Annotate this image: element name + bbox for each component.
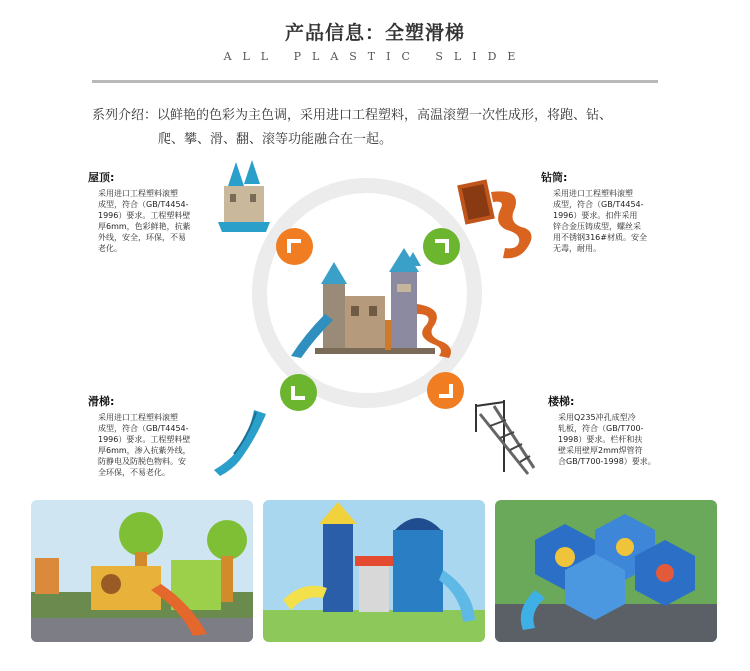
text-line: 壁采用壁厚2mm焊管符: [558, 446, 643, 455]
text-line: 厚6mm，色彩鲜艳，抗紫: [98, 222, 191, 231]
playground-photo-3: [495, 500, 717, 642]
intro-line-2: 爬、攀、滑、翻、滚等功能融合在一起。: [158, 132, 393, 147]
feature-stairs-text: [548, 412, 666, 467]
corner-arrow-icon: [276, 228, 313, 265]
text-line: 防静电及防脱色物料。安: [98, 457, 186, 466]
product-photo-2: [263, 500, 485, 642]
text-line: 合GB/T700-1998）要求。: [558, 457, 656, 466]
text-line: 采用进口工程塑料滚塑: [98, 413, 178, 422]
text-line: 1996）要求。工程塑料壁: [98, 435, 191, 444]
text-line: 1996）要求。扣件采用: [553, 211, 638, 220]
corner-arrow-icon: [280, 374, 317, 411]
page-title: 产品信息：全塑滑梯: [284, 22, 465, 44]
text-line: 成型，符合（GB/T4454-: [553, 200, 644, 209]
orange-arrow-badge: [276, 228, 313, 265]
green-arrow-badge: [280, 374, 317, 411]
feature-slide: [88, 393, 206, 478]
text-line: 成型，符合（GB/T4454-: [98, 200, 189, 209]
feature-slide-text: [88, 412, 206, 478]
feature-roof: [88, 169, 206, 254]
divider: [92, 80, 658, 83]
feature-tube-title: 钻筒:: [541, 171, 568, 184]
series-intro: [92, 104, 662, 152]
stairs-image: [470, 396, 540, 480]
orange-arrow-badge: [427, 372, 464, 409]
feature-tube-text: [541, 188, 661, 254]
feature-roof-title: 屋顶:: [88, 171, 115, 184]
text-line: 采用Q235冲孔成型冷: [558, 413, 636, 422]
text-line: 1998）要求。栏杆和扶: [558, 435, 643, 444]
text-line: 成型，符合（GB/T4454-: [98, 424, 189, 433]
text-line: 厚6mm，渗入抗紫外线，: [98, 446, 191, 455]
text-line: 全环保，不易老化。: [98, 468, 170, 477]
feature-slide-title: 滑梯:: [88, 395, 115, 408]
text-line: 1996）要求。工程塑料壁: [98, 211, 191, 220]
text-line: 采用进口工程塑料滚塑: [98, 189, 178, 198]
roof-image: [210, 158, 278, 238]
text-line: 锌合金压铸成型，螺丝采: [553, 222, 641, 231]
feature-stairs-title: 楼梯:: [548, 395, 575, 408]
text-line: 老化。: [98, 244, 122, 253]
feature-stairs: [548, 393, 666, 467]
intro-line-1: 系列介绍：以鲜艳的色彩为主色调，采用进口工程塑料，高温滚塑一次性成形，将跑、钻、: [92, 108, 613, 123]
feature-roof-text: [88, 188, 206, 254]
product-photo-3: [495, 500, 717, 642]
text-line: 采用进口工程塑料滚塑: [553, 189, 633, 198]
tube-image: [455, 168, 535, 268]
playground-photo-2: [263, 500, 485, 642]
feature-tube: [541, 169, 661, 254]
text-line: 用不锈钢316#材质。安全: [553, 233, 647, 242]
page-subtitle: ALL PLASTIC SLIDE: [223, 50, 527, 63]
slide-image: [210, 408, 274, 480]
text-line: 轧板，符合（GB/T700-: [558, 424, 644, 433]
playground-photo-1: [31, 500, 253, 642]
corner-arrow-icon: [427, 372, 464, 409]
text-line: 外线，安全，环保，不易: [98, 233, 186, 242]
text-line: 无毒，耐用。: [553, 244, 601, 253]
product-photo-1: [31, 500, 253, 642]
